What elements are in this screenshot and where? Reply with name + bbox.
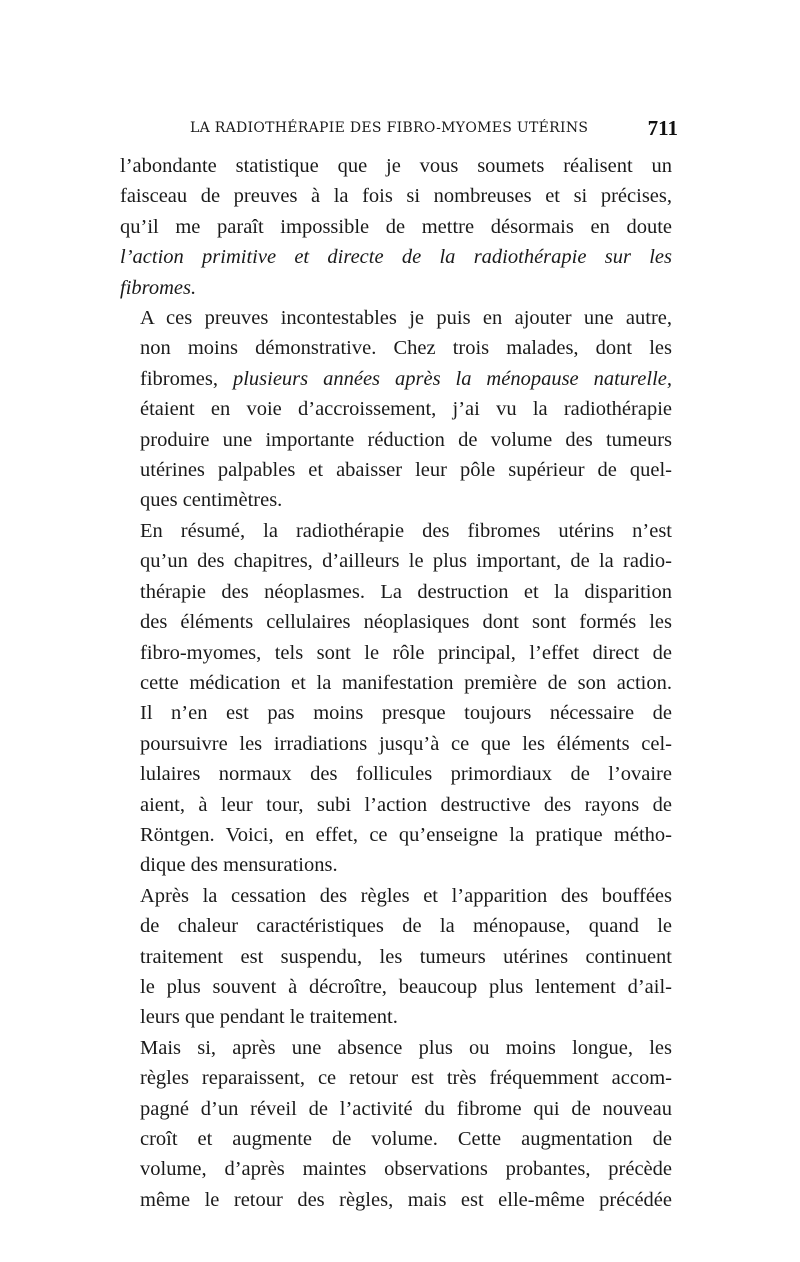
text-line: dique des mensurations.: [140, 854, 338, 877]
text-line: utérines palpables et abaisser leur pôle supérieur de quel-: [140, 459, 672, 482]
text-line: cette médication et la manifestation première de son action.: [140, 671, 672, 694]
text-line: non moins démonstrative. Chez trois malades, dont les: [140, 337, 672, 360]
text-line: pagné d’un réveil de l’activité du fibrome qui de nouveau: [140, 1097, 672, 1120]
text-line: qu’un des chapitres, d’ailleurs le plus important, de la radio-: [140, 550, 672, 573]
text-segment: fibromes,: [140, 367, 218, 390]
text-line: même le retour des règles, mais est elle-même précédée: [140, 1188, 672, 1211]
paragraph-1: [120, 151, 672, 303]
text-line: thérapie des néoplasmes. La destruction et la disparition: [140, 580, 672, 603]
text-line: étaient en voie d’accroissement, j’ai vu la radiothérapie: [140, 398, 672, 421]
text-line: faisceau de preuves à la fois si nombreuses et si précises,: [120, 185, 672, 208]
paragraph-2: [120, 303, 672, 516]
text-line: des éléments cellulaires néoplasiques dont sont formés les: [140, 611, 672, 634]
italic-text-line: l’action primitive et directe de la radiothérapie sur les: [120, 246, 672, 269]
text-line: Röntgen. Voici, en effet, ce qu’enseigne la pratique métho-: [140, 823, 672, 846]
text-line: A ces preuves incontestables je puis en ajouter une autre,: [140, 307, 672, 330]
text-line: poursuivre les irradiations jusqu’à ce que les éléments cel-: [140, 732, 672, 755]
text-line: Après la cessation des règles et l’apparition des bouffées: [140, 884, 672, 907]
text-line: croît et augmente de volume. Cette augmentation de: [140, 1128, 672, 1150]
text-line: lulaires normaux des follicules primordiaux de l’ovaire: [140, 763, 672, 786]
text-line: de chaleur caractéristiques de la ménopause, quand le: [140, 915, 672, 938]
paragraph-3: [120, 516, 672, 698]
paragraph-6: [120, 1033, 672, 1215]
text-line: aient, à leur tour, subi l’action destructive des rayons de: [140, 793, 672, 816]
text-line: le plus souvent à décroître, beaucoup plus lentement d’ail-: [140, 975, 672, 998]
mixed-text-line: [120, 364, 672, 394]
text-line: qu’il me paraît impossible de mettre désormais en doute: [120, 215, 672, 238]
text-line: traitement est suspendu, les tumeurs utérines continuent: [140, 945, 672, 968]
italic-text-line: fibromes.: [120, 276, 197, 299]
text-line: l’abondante statistique que je vous soumets réalisent un: [120, 155, 672, 177]
paragraph-5: [120, 881, 672, 1033]
text-line: En résumé, la radiothérapie des fibromes utérins n’est: [140, 519, 672, 542]
text-line: Mais si, après une absence plus ou moins longue, les: [140, 1036, 672, 1059]
body-text: [120, 151, 672, 1215]
text-line: ques centimètres.: [140, 489, 283, 512]
text-line: volume, d’après maintes observations probantes, précède: [140, 1158, 672, 1181]
text-line: fibro-myomes, tels sont le rôle principal, l’effet direct de: [140, 641, 672, 664]
text-line: leurs que pendant le traitement.: [140, 1006, 398, 1029]
page-number: 711: [647, 116, 678, 140]
running-head: [120, 116, 678, 144]
text-line: produire une importante réduction de volume des tumeurs: [140, 428, 672, 451]
paragraph-4: [120, 698, 672, 880]
text-line: règles reparaissent, ce retour est très fréquemment accom-: [140, 1067, 672, 1090]
running-title: LA RADIOTHÉRAPIE DES FIBRO-MYOMES UTÉRINS: [190, 120, 589, 136]
text-line: Il n’en est pas moins presque toujours nécessaire de: [140, 702, 672, 725]
italic-text-segment: plusieurs années après la ménopause naturelle,: [232, 367, 672, 390]
